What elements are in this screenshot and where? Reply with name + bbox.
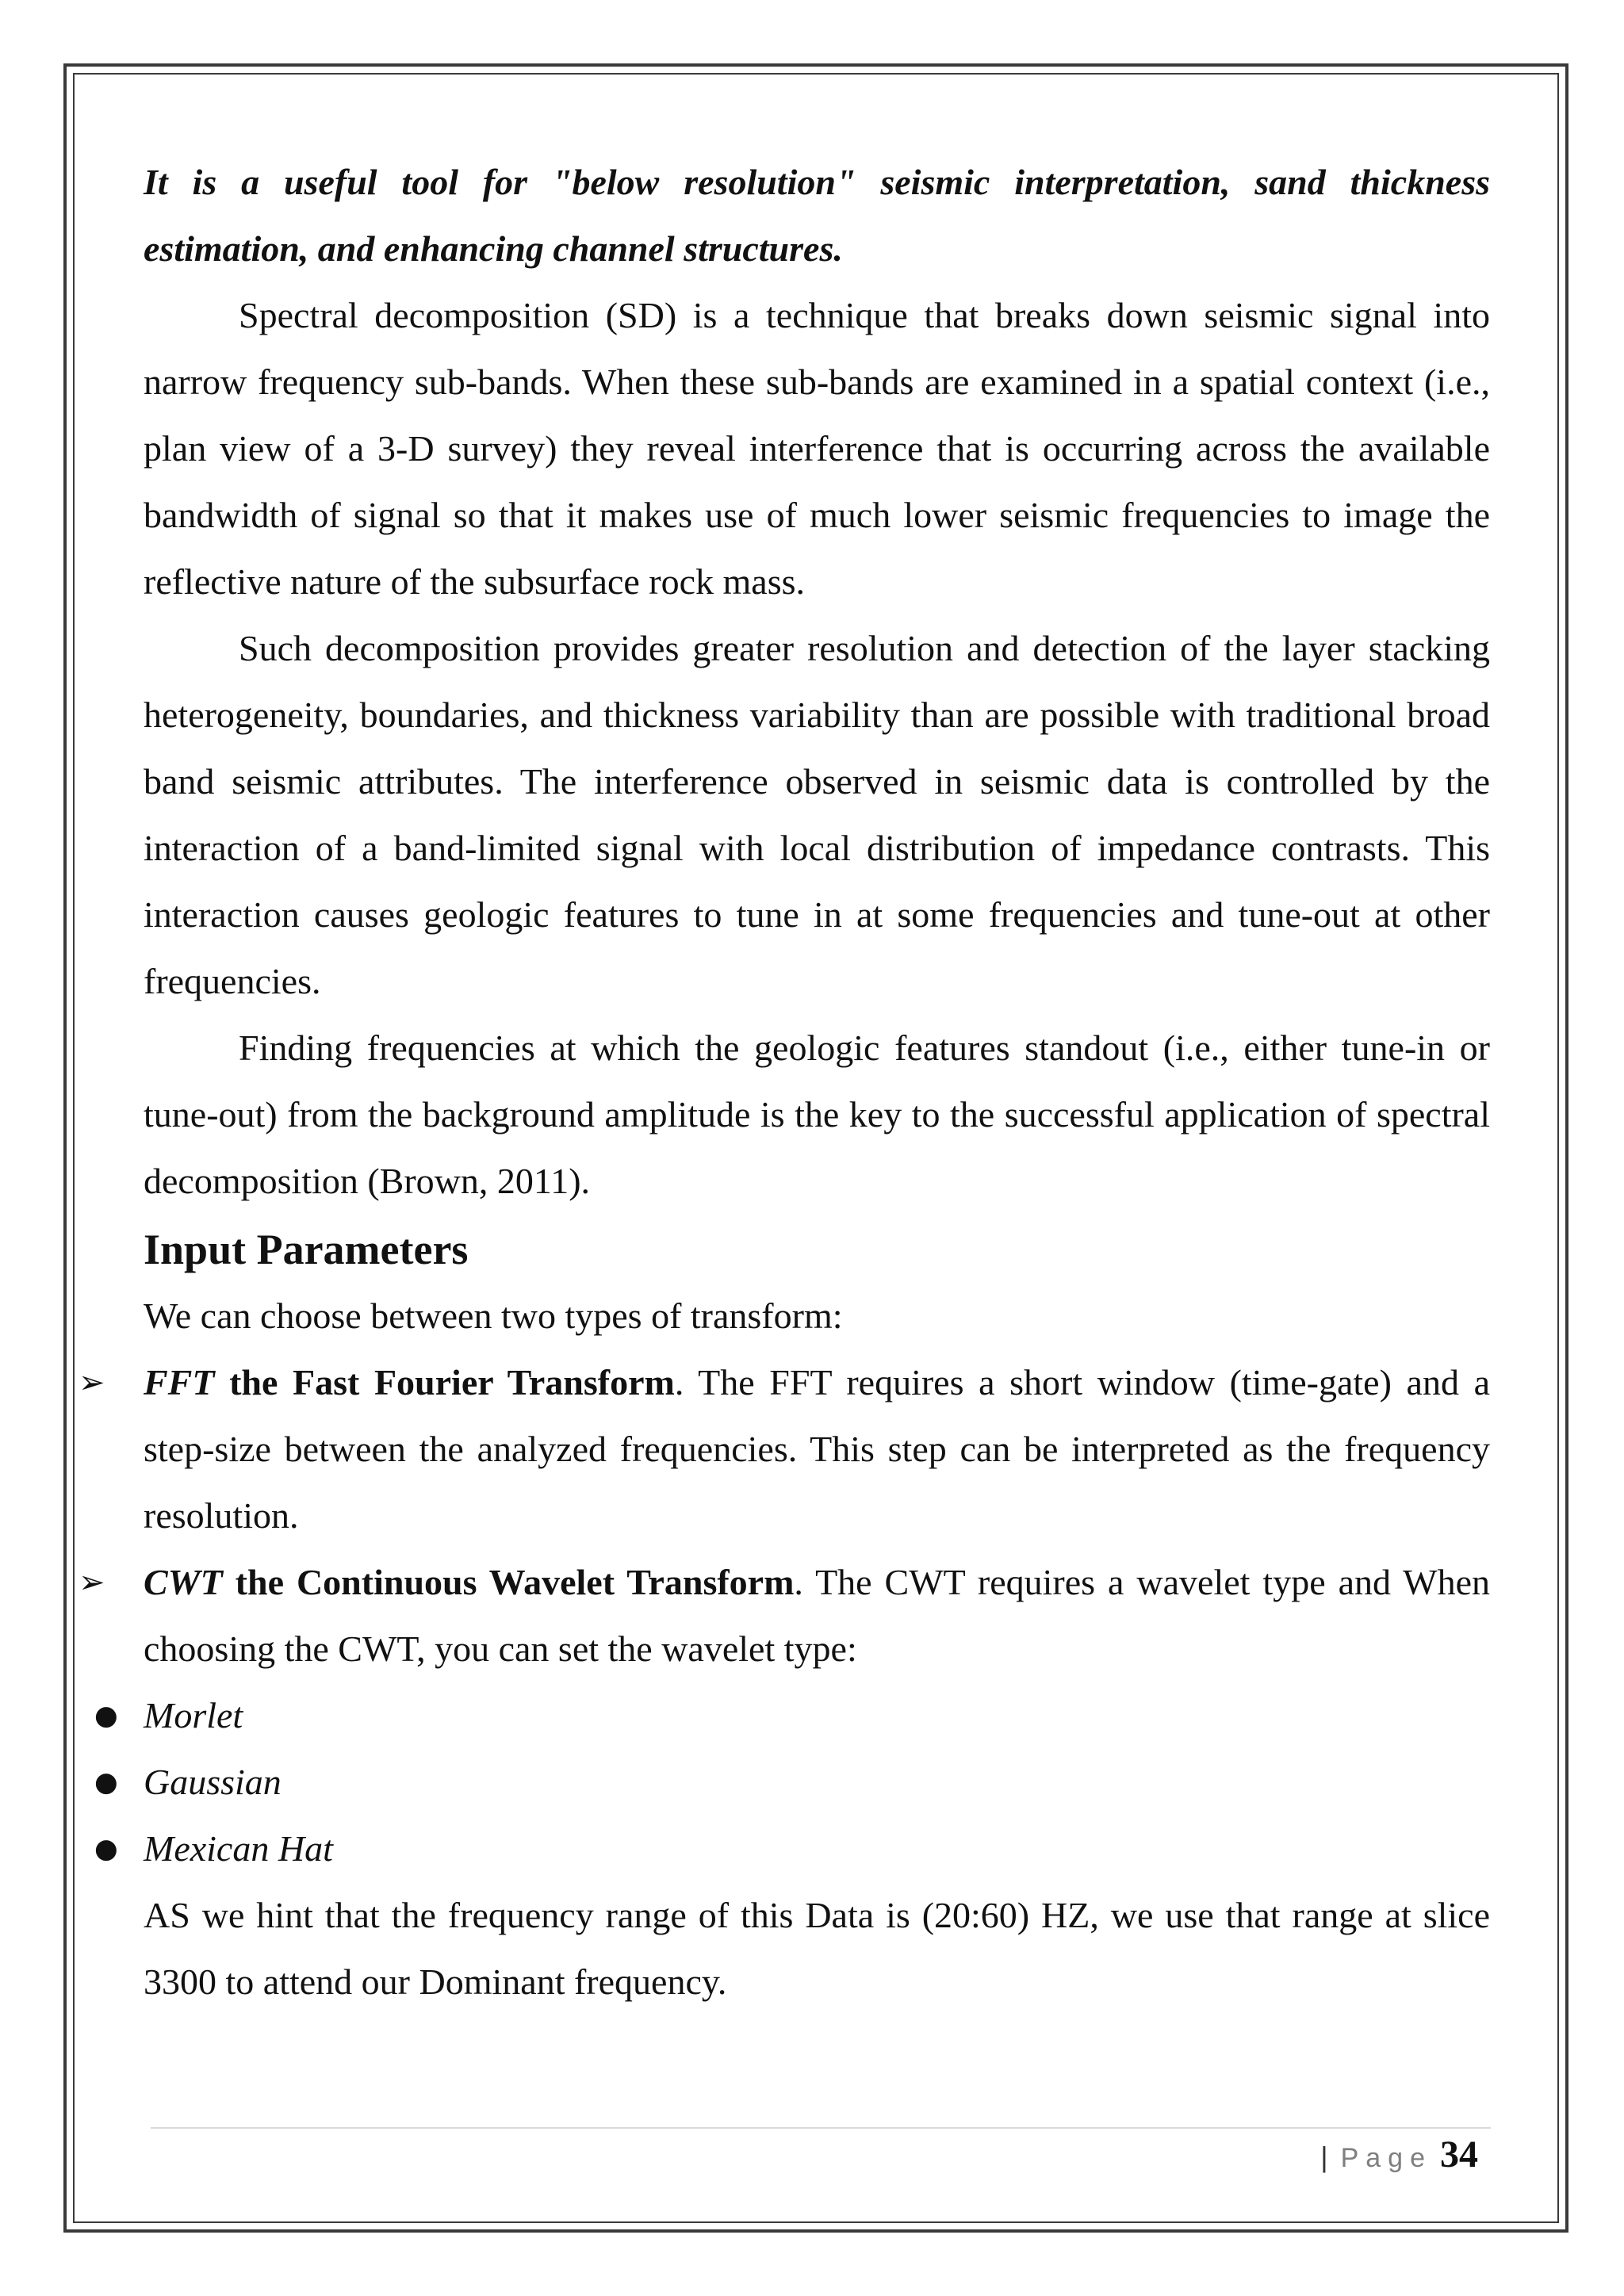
wavelet-item	[94, 1749, 1490, 1816]
bullet-dot-icon: ●	[94, 1700, 118, 1732]
transform-name: the Continuous Wavelet Transform	[222, 1562, 795, 1602]
arrow-bullet-icon: ➢	[79, 1364, 105, 1401]
bullet-dot-icon: ●	[94, 1833, 118, 1865]
arrow-bullet-icon: ➢	[79, 1564, 105, 1601]
page-footer	[1320, 2133, 1478, 2180]
intro-statement: It is a useful tool for "below resolution" seismic interpretation, sand thickness estimation, and enhancing channel structures.	[144, 162, 1490, 269]
paragraph-finding-frequencies: Finding frequencies at which the geologic features standout (i.e., either tune-in or tune-out) from the background amplitude is the key to the successful application of spectral decomposition (Brown, 2011).	[144, 1027, 1490, 1201]
transform-description: . The FFT requires a short window (time-gate) and a step-size between the analyzed frequencies. This step can be interpreted as the frequency resolution.	[144, 1362, 1490, 1536]
page-number: 34	[1440, 2133, 1478, 2175]
page-label: Page	[1340, 2143, 1432, 2173]
paragraph-spectral-decomposition: Spectral decomposition (SD) is a technique that breaks down seismic signal into narrow frequency sub-bands. When these sub-bands are examined in a spatial context (i.e., plan view of a 3-D survey) they reveal interference that is occurring across the available bandwidth of signal so that it makes use of much lower seismic frequencies to image the reflective nature of the subsurface rock mass.	[144, 295, 1490, 602]
closing-paragraph: AS we hint that the frequency range of this Data is (20:60) HZ, we use that range at slice 3300 to attend our Dominant frequency.	[144, 1895, 1490, 2002]
transform-intro: We can choose between two types of transform:	[144, 1295, 843, 1336]
transform-item-fft	[79, 1349, 1490, 1549]
footer-separator: |	[1320, 2141, 1328, 2173]
paragraph-decomposition-resolution: Such decomposition provides greater resolution and detection of the layer stacking heterogeneity, boundaries, and thickness variability than are possible with traditional broad band seismic attributes. The interference observed in seismic data is controlled by the interaction of a band-limited signal with local distribution of impedance contrasts. This interaction causes geologic features to tune in at some frequencies and tune-out at other frequencies.	[144, 628, 1490, 1001]
transform-item-cwt	[79, 1549, 1490, 1682]
section-heading: Input Parameters	[144, 1226, 469, 1273]
transform-name: the Fast Fourier Transform	[214, 1362, 675, 1402]
wavelet-name: Gaussian	[144, 1762, 282, 1802]
bullet-dot-icon: ●	[94, 1766, 118, 1798]
wavelet-item	[94, 1816, 1490, 1882]
wavelet-item	[94, 1682, 1490, 1749]
transform-description: . The CWT requires a wavelet type and When choosing the CWT, you can set the wavelet type:	[144, 1562, 1490, 1669]
transform-abbr: FFT	[144, 1362, 215, 1402]
footer-divider	[151, 2127, 1491, 2129]
page-content	[79, 149, 1490, 2015]
wavelet-name: Mexican Hat	[144, 1828, 333, 1869]
transform-abbr: CWT	[144, 1562, 223, 1602]
wavelet-name: Morlet	[144, 1695, 243, 1735]
